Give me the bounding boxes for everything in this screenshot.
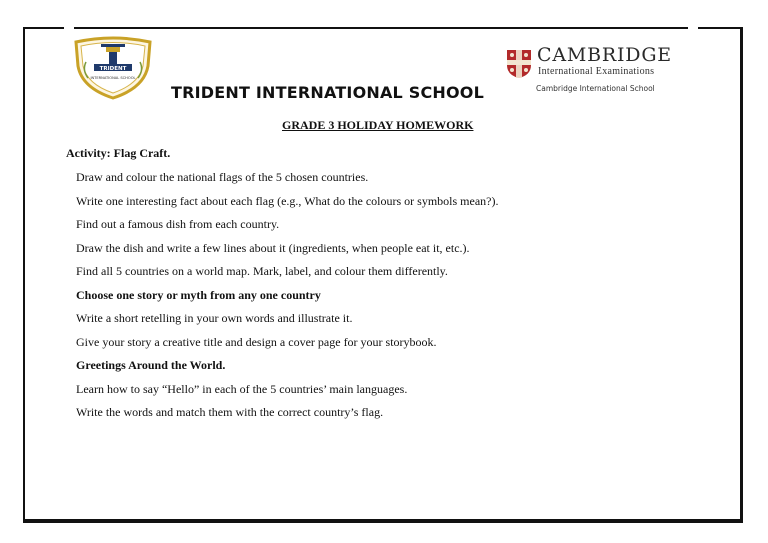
cambridge-crest-icon (506, 49, 532, 79)
homework-item: Draw the dish and write a few lines about it (ingredients, when people eat it, etc.). (76, 240, 470, 255)
homework-item: Write one interesting fact about each flag (e.g., What do the colours or symbols mean?). (76, 193, 499, 208)
homework-item: Write the words and match them with the correct country’s flag. (76, 405, 384, 419)
school-shield-logo (72, 36, 154, 100)
school-logo-text: TRIDENT (99, 66, 127, 72)
section-heading: Choose one story or myth from any one country (76, 287, 321, 302)
cambridge-title: CAMBRIDGE (537, 44, 672, 66)
border-gap (688, 25, 698, 31)
homework-item: Give your story a creative title and design a cover page for your storybook. (76, 334, 437, 349)
homework-item: Write a short retelling in your own words and illustrate it. (76, 311, 353, 325)
homework-item: Find out a famous dish from each country. (76, 217, 280, 231)
cambridge-school-label: Cambridge International School (536, 84, 655, 93)
homework-title: GRADE 3 HOLIDAY HOMEWORK (282, 118, 474, 132)
school-name: TRIDENT INTERNATIONAL SCHOOL (171, 83, 484, 102)
activity-heading: Activity: Flag Craft. (66, 146, 171, 160)
homework-item: Draw and colour the national flags of the 5 chosen countries. (76, 170, 369, 184)
homework-item: Find all 5 countries on a world map. Mark, label, and colour them differently. (76, 264, 448, 278)
cambridge-subtitle: International Examinations (538, 66, 655, 77)
border-gap (64, 25, 74, 31)
homework-item: Learn how to say “Hello” in each of the 5 countries’ main languages. (76, 381, 408, 396)
school-logo-sub: INTERNATIONAL SCHOOL (90, 76, 136, 80)
section-heading: Greetings Around the World. (76, 358, 226, 372)
